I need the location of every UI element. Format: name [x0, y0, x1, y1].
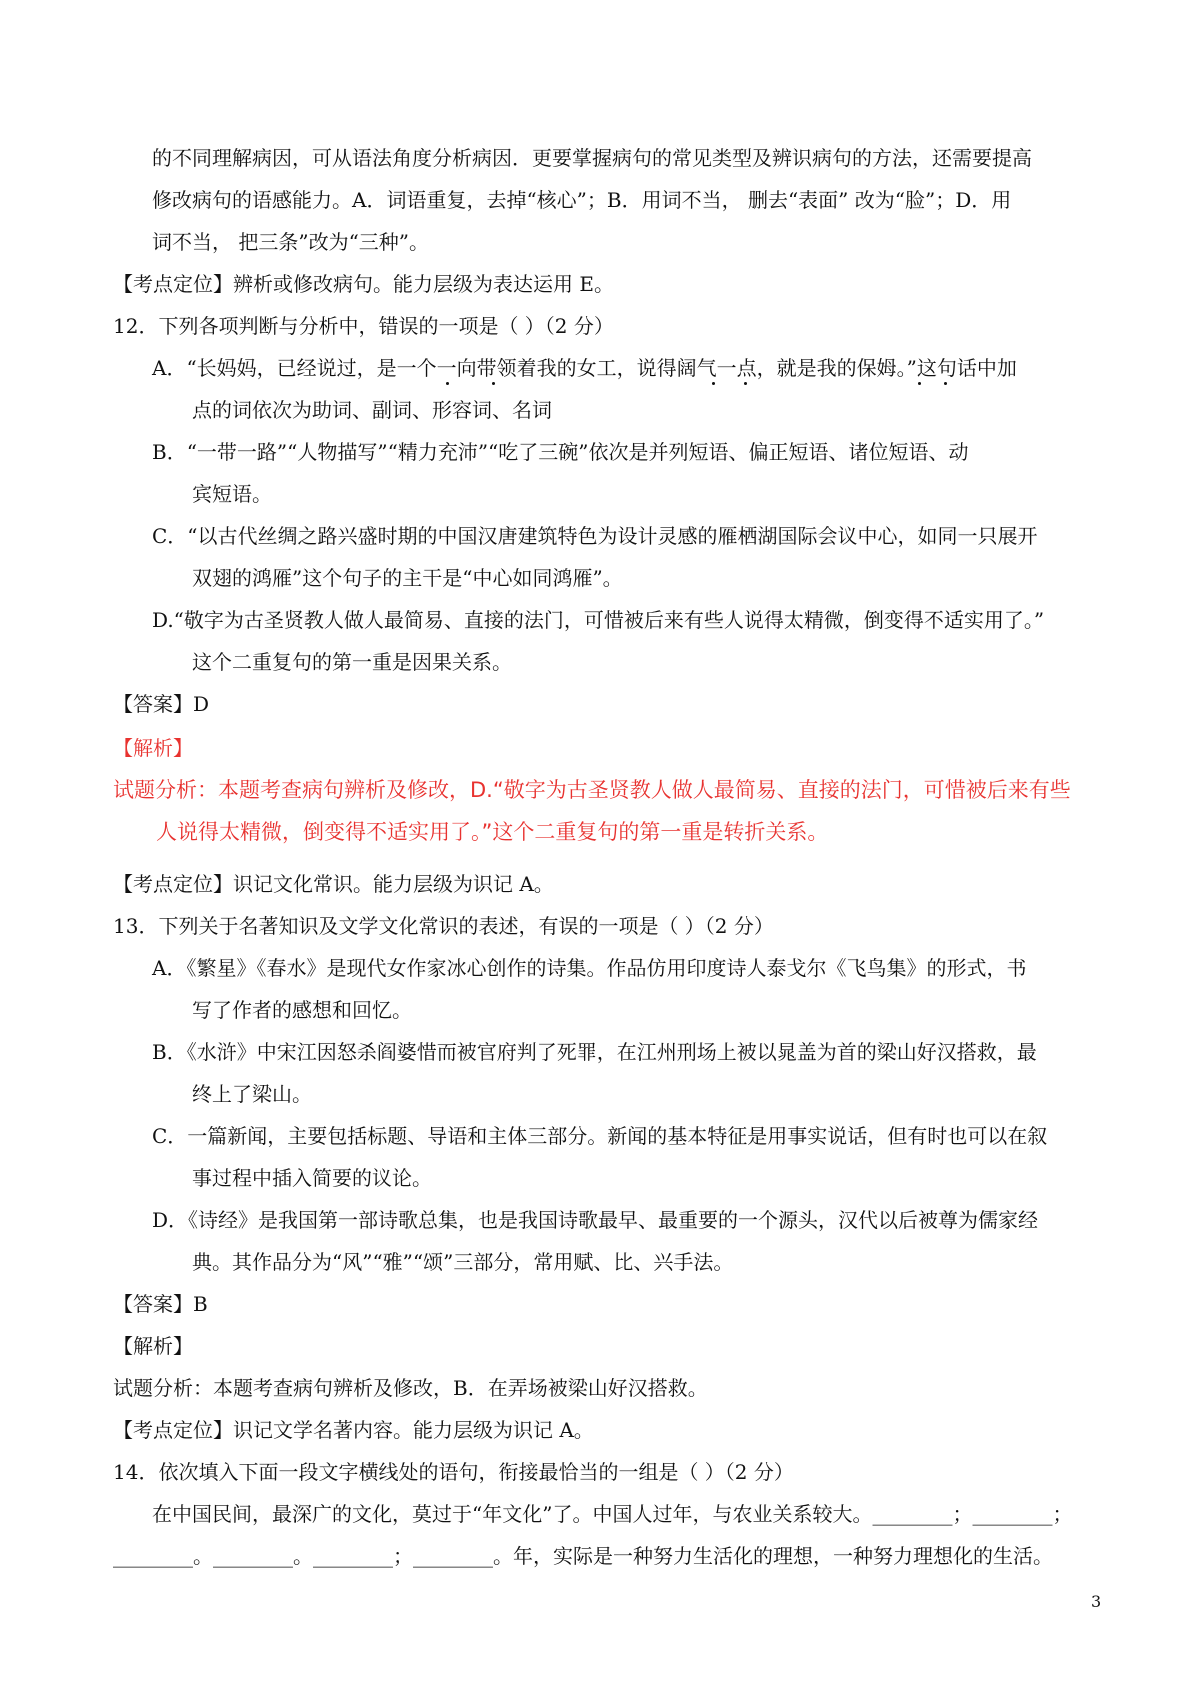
option-d-line: 典。其作品分为“风”“雅”“颂”三部分，常用赋、比、兴手法。	[192, 1250, 734, 1274]
option-a-line: A．“长妈妈，已经说过，是一个一向带领着我的女工，说得阔气一点，就是我的保姆。”这句话中加	[152, 356, 1017, 380]
analysis-heading: 【解析】	[113, 736, 193, 760]
exam-point-line: 【考点定位】识记文学名著内容。能力层级为识记 A。	[113, 1418, 594, 1442]
paragraph-line: 在中国民间，最深广的文化，莫过于“年文化”了。中国人过年，与农业关系较大。________；________；	[152, 1502, 1073, 1526]
exam-point-line: 【考点定位】辨析或修改病句。能力层级为表达运用 E。	[113, 272, 614, 296]
analysis-heading: 【解析】	[113, 1334, 193, 1358]
option-a-line: A．《繁星》《春水》是现代女作家冰心创作的诗集。作品仿用印度诗人泰戈尔《飞鸟集》的形式，书	[152, 956, 1027, 980]
emphasis-dot-icon	[944, 382, 947, 385]
text-line: 修改病句的语感能力。A．词语重复，去掉“核心”；B．用词不当， 删去“表面” 改为“脸”；D．用	[152, 188, 1012, 212]
answer-line: 【答案】B	[113, 1292, 208, 1316]
question-12-stem: 12．下列各项判断与分析中，错误的一项是（ ）（2 分）	[113, 314, 614, 338]
exam-point-line: 【考点定位】识记文化常识。能力层级为识记 A。	[113, 872, 554, 896]
emphasis-dot-icon	[744, 382, 747, 385]
option-d-line: D.“敬字为古圣贤教人做人最简易、直接的法门，可惜被后来有些人说得太精微，倒变得不适实用了。”	[152, 608, 1045, 632]
option-a-line: 写了作者的感想和回忆。	[192, 998, 412, 1022]
analysis-text: 试题分析：本题考查病句辨析及修改，B．在弄场被梁山好汉搭救。	[113, 1376, 708, 1400]
option-d-line: 这个二重复句的第一重是因果关系。	[192, 650, 512, 674]
page-number: 3	[1091, 1592, 1102, 1611]
option-d-line: D．《诗经》是我国第一部诗歌总集，也是我国诗歌最早、最重要的一个源头，汉代以后被尊为儒家经	[152, 1208, 1039, 1232]
question-14-stem: 14．依次填入下面一段文字横线处的语句，衔接最恰当的一组是（ ）（2 分）	[113, 1460, 794, 1484]
text-line: 的不同理解病因，可从语法角度分析病因．更要掌握病句的常见类型及辨识病句的方法，还需要提高	[152, 146, 1032, 170]
emphasis-dot-icon	[918, 382, 921, 385]
text-line: 词不当， 把三条”改为“三种”。	[152, 230, 430, 254]
option-c-line: C．一篇新闻，主要包括标题、导语和主体三部分。新闻的基本特征是用事实说话，但有时也可以在叙	[152, 1124, 1048, 1148]
option-b-line: B．“一带一路”“人物描写”“精力充沛”“吃了三碗”依次是并列短语、偏正短语、诸位短语、动	[152, 440, 969, 464]
emphasis-dot-icon	[446, 382, 449, 385]
question-13-stem: 13．下列关于名著知识及文学文化常识的表述，有误的一项是（ ）（2 分）	[113, 914, 774, 938]
emphasis-dot-icon	[492, 382, 495, 385]
paragraph-line: ________。________。________；________。年，实际是一种努力生活化的理想，一种努力理想化的生活。	[113, 1544, 1053, 1568]
option-b-line: B．《水浒》中宋江因怒杀阎婆惜而被官府判了死罪，在江州刑场上被以晁盖为首的梁山好汉搭救，最	[152, 1040, 1037, 1064]
analysis-text: 人说得太精微，倒变得不适实用了。”这个二重复句的第一重是转折关系。	[156, 820, 829, 844]
answer-line: 【答案】D	[113, 692, 210, 716]
option-b-line: 宾短语。	[192, 482, 272, 506]
option-c-line: C．“以古代丝绸之路兴盛时期的中国汉唐建筑特色为设计灵感的雁栖湖国际会议中心，如同一只展开	[152, 524, 1038, 548]
option-c-line: 事过程中插入简要的议论。	[192, 1166, 432, 1190]
option-c-line: 双翅的鸿雁”这个句子的主干是“中心如同鸿雁”。	[192, 566, 623, 590]
option-b-line: 终上了梁山。	[192, 1082, 312, 1106]
analysis-text: 试题分析：本题考查病句辨析及修改，D.“敬字为古圣贤教人做人最简易、直接的法门，可惜被后来有些	[113, 778, 1071, 802]
option-a-line: 点的词依次为助词、副词、形容词、名词	[192, 398, 552, 422]
emphasis-dot-icon	[712, 382, 715, 385]
